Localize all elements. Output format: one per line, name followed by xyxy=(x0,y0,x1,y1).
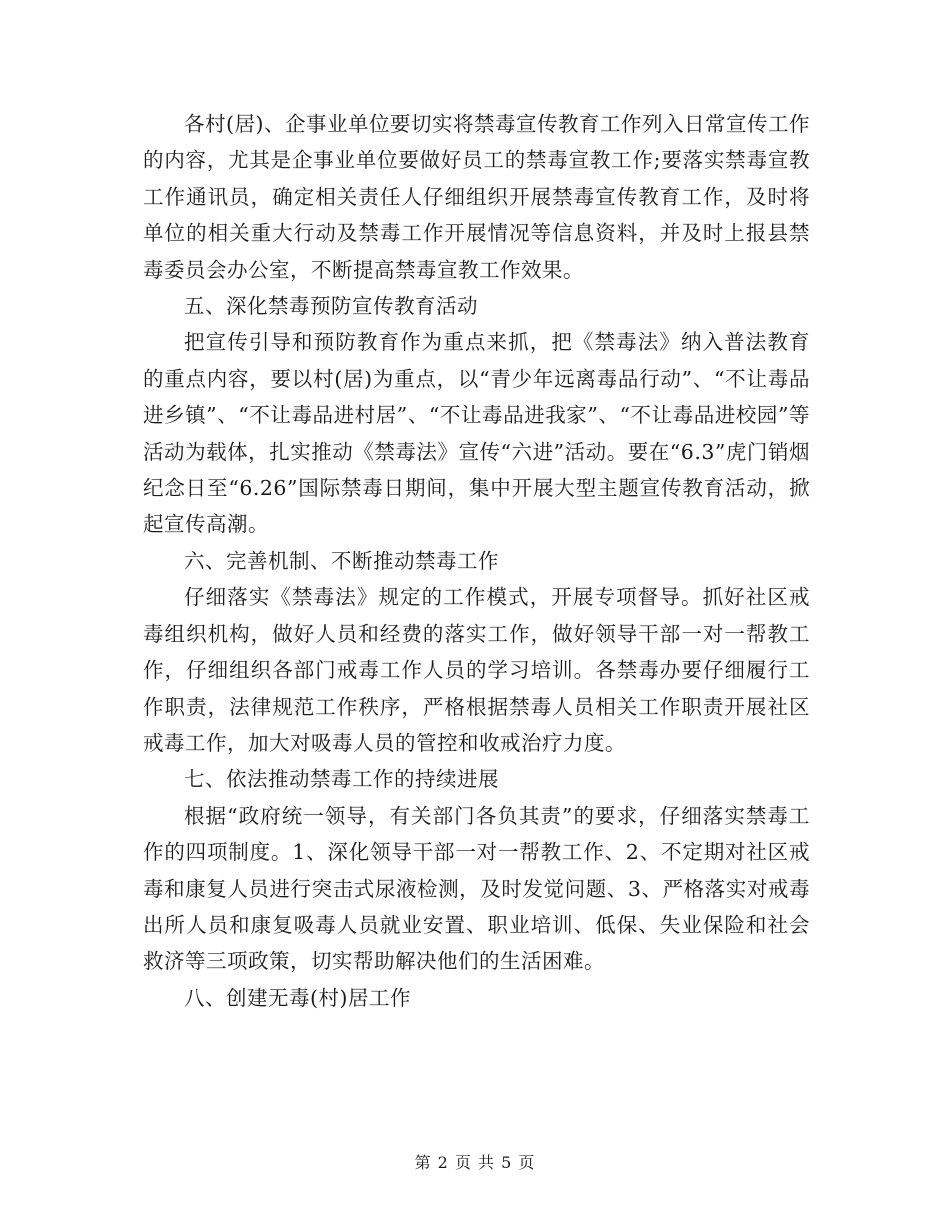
section-heading-5: 五、深化禁毒预防宣传教育活动 xyxy=(184,294,478,319)
section-heading-6: 六、完善机制、不断推动禁毒工作 xyxy=(184,548,499,573)
section-heading-7: 七、依法推动禁毒工作的持续进展 xyxy=(184,767,499,792)
paragraph-prevention-education: 把宣传引导和预防教育作为重点来抓，把《禁毒法》纳入普法教育的重点内容，要以村(居)为重点，以“青少年远离毒品行动”、“不让毒品进乡镇”、“不让毒品进村居”、“不让毒品进我家”、“不让毒品进校园”等活动为载体，扎实推动《禁毒法》宣传“六进”活动。要在“6.3”虎门销烟纪念日至“6.26”国际禁毒日期间，集中开展大型主题宣传教育活动，掀起宣传高潮。 xyxy=(143,330,810,537)
paragraph-propaganda-duty: 各村(居)、企事业单位要切实将禁毒宣传教育工作列入日常宣传工作的内容，尤其是企事业单位要做好员工的禁毒宣教工作;要落实禁毒宣教工作通讯员，确定相关责任人仔细组织开展禁毒宣传教育工作，及时将单位的相关重大行动及禁毒工作开展情况等信息资料，并及时上报县禁毒委员会办公室，不断提高禁毒宣教工作效果。 xyxy=(143,112,810,282)
page-number-footer: 第 2 页 共 5 页 xyxy=(414,1153,536,1172)
paragraph-mechanism: 仔细落实《禁毒法》规定的工作模式，开展专项督导。抓好社区戒毒组织机构，做好人员和经费的落实工作，做好领导干部一对一帮教工作，仔细组织各部门戒毒工作人员的学习培训。各禁毒办要仔细履行工作职责，法律规范工作秩序，严格根据禁毒人员相关工作职责开展社区戒毒工作，加大对吸毒人员的管控和收戒治疗力度。 xyxy=(143,585,810,755)
document-body xyxy=(143,106,810,1016)
paragraph-four-systems: 根据“政府统一领导，有关部门各负其责”的要求，仔细落实禁毒工作的四项制度。1、深化领导干部一对一帮教工作、2、不定期对社区戒毒和康复人员进行突击式尿液检测，及时发觉问题、3、严格落实对戒毒出所人员和康复吸毒人员就业安置、职业培训、低保、失业保险和社会救济等三项政策，切实帮助解决他们的生活困难。 xyxy=(143,803,810,974)
section-heading-8: 八、创建无毒(村)居工作 xyxy=(184,985,411,1010)
